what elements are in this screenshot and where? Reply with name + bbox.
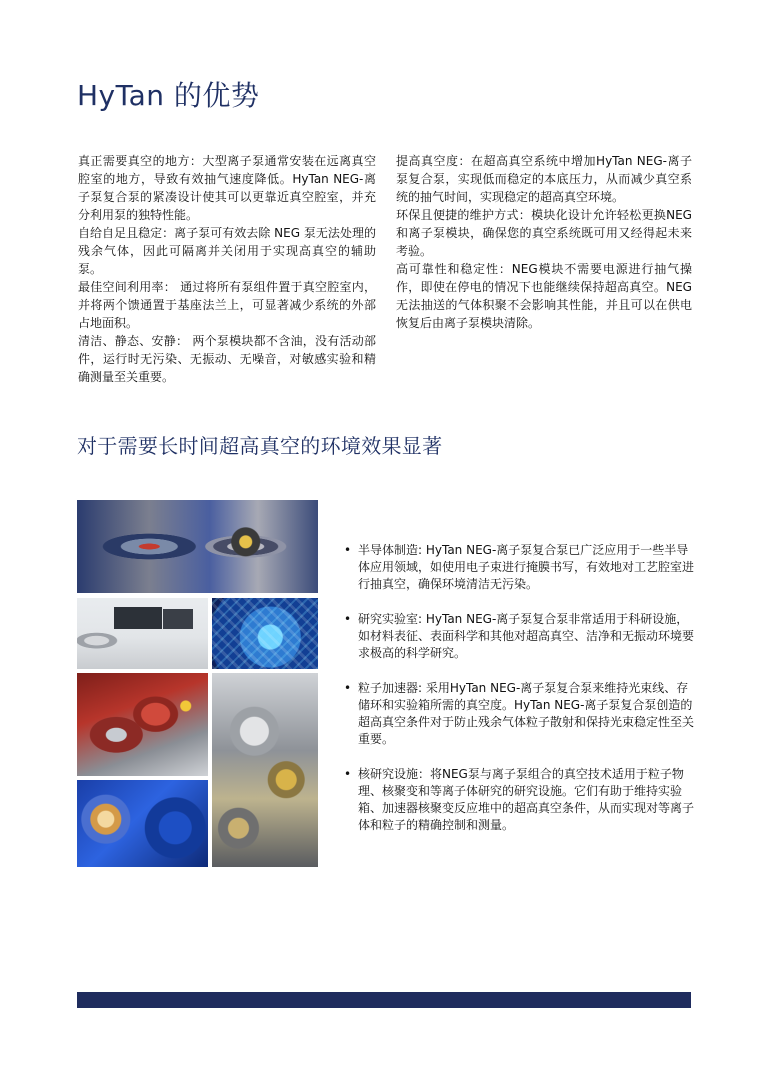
application-text: 半导体制造: HyTan NEG-离子泵复合泵已广泛应用于一些半导体应用领域，如使用电子束进行掩膜书写，有效地对工艺腔室进行抽真空，确保环境清洁无污染。 [358,543,695,591]
advantage-paragraph: 自给自足且稳定：离子泵可有效去除 NEG 泵无法处理的残余气体，因此可隔离并关闭用于实现高真空的辅助泵。 [78,226,376,276]
list-item [342,680,694,748]
section-heading: 对于需要长时间超高真空的环境效果显著 [77,434,443,458]
application-text: 粒子加速器: 采用HyTan NEG-离子泵复合泵来维持光束线、存储环和实验箱所需的真空度。HyTan NEG-离子泵复合泵创造的超高真空条件对于防止残余气体粒子散射和保持光束稳定性至关重要。 [358,681,695,746]
applications-list [342,542,694,852]
list-item [342,611,694,662]
accelerator-beamline-photo [77,673,208,776]
advantage-paragraph: 提高真空度：在超高真空系统中增加HyTan NEG-离子泵复合泵，实现低而稳定的本底压力，从而减少真空系统的抽气时间，实现稳定的超高真空环境。 [396,154,692,204]
particle-detector-photo [77,500,318,593]
silicon-wafer-photo [212,598,318,669]
advantage-paragraph: 清洁、静态、安静： 两个泵模块都不含油，没有活动部件，运行时无污染、无振动、无噪音，对敏感实验和精确测量至关重要。 [78,334,376,384]
advantages-right-column [396,152,692,332]
bullet-icon: • [344,681,352,695]
vacuum-chamber-photo [212,673,318,867]
page-title: HyTan 的优势 [77,79,260,112]
advantage-paragraph: 高可靠性和稳定性：NEG模块不需要电源进行抽气操作，即使在停电的情况下也能继续保持超高真空。NEG无法抽送的气体积聚不会影响其性能，并且可以在供电恢复后由离子泵模块清除。 [396,262,692,330]
vacuum-flange-photo [77,780,208,867]
list-item [342,542,694,593]
application-text: 核研究设施：将NEG泵与离子泵组合的真空技术适用于粒子物理、核聚变和等离子体研究的研究设施。它们有助于维持实验箱、加速器核聚变反应堆中的超高真空条件，从而实现对等离子体和粒子的精确控制和测量。 [358,767,695,832]
bullet-icon: • [344,543,352,557]
list-item [342,766,694,834]
laboratory-photo [77,598,208,669]
advantage-paragraph: 真正需要真空的地方：大型离子泵通常安装在远离真空腔室的地方，导致有效抽气速度降低。HyTan NEG-离子泵复合泵的紧凑设计使其可以更靠近真空腔室，并充分利用泵的独特性能。 [78,154,376,222]
footer-bar [77,992,691,1008]
advantage-paragraph: 最佳空间利用率： 通过将所有泵组件置于真空腔室内，并将两个馈通置于基座法兰上，可显著减少系统的外部占地面积。 [78,280,376,330]
bullet-icon: • [344,612,352,626]
application-text: 研究实验室: HyTan NEG-离子泵复合泵非常适用于科研设施，如材料表征、表面科学和其他对超高真空、洁净和无振动环境要求极高的科学研究。 [358,612,695,660]
advantage-paragraph: 环保且便捷的维护方式：模块化设计允许轻松更换NEG和离子泵模块，确保您的真空系统既可用又经得起未来考验。 [396,208,692,258]
bullet-icon: • [344,767,352,781]
advantages-left-column [78,152,376,386]
